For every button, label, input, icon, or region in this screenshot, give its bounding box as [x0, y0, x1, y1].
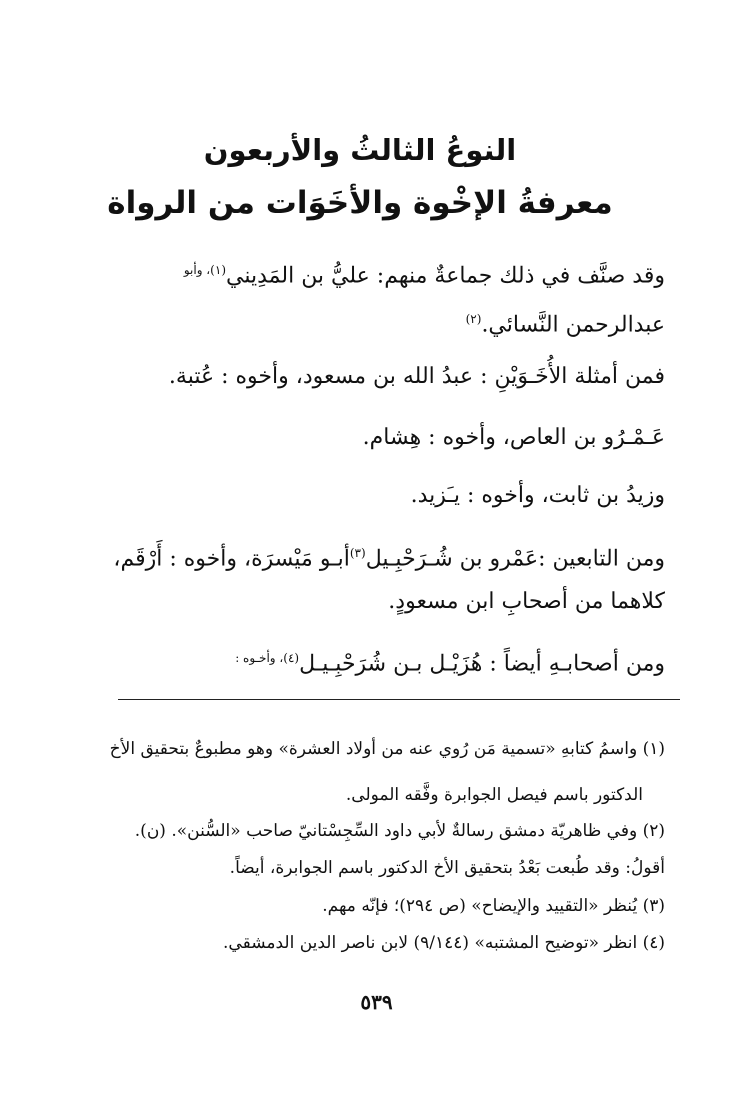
body-text: ومن التابعين :عَمْرو بن شُـرَحْبِـيل: [365, 546, 665, 572]
page-number: ٥٣٩: [360, 990, 393, 1014]
body-text: عبدالرحمن النَّسائي.: [481, 312, 665, 338]
footnote-3: (٣) يُنظر «التقييد والإيضاح» (ص ٢٩٤)؛ فإنّه مهم.: [322, 896, 665, 916]
footnote-2: (٢) وفي ظاهريّة دمشق رسالةٌ لأبي داود السِّجِسْتانيّ صاحب «السُّنن». (ن).: [134, 821, 665, 841]
body-line-8: [50, 643, 665, 679]
body-text: ومن أصحابـهِ أيضاً : هُزَيْـل بـن شُرَحْبِـيـل: [299, 651, 665, 677]
body-line-5: وزيدُ بن ثابت، وأخوه : يـَزيد.: [410, 483, 665, 508]
body-line-6: [50, 538, 665, 574]
footnote-ref-2: (٢): [465, 312, 482, 326]
body-line-7: كلاهما من أصحابِ ابن مسعودٍ.: [388, 589, 665, 614]
footnote-4: (٤) انظر «توضيح المشتبه» (٩/١٤٤) لابن ناصر الدين الدمشقي.: [223, 933, 665, 953]
body-line-1: [50, 255, 665, 291]
chapter-title: النوعُ الثالثُ والأربعون: [203, 133, 517, 167]
body-text: أبـو مَيْسرَة، وأخوه : أَرْقَم،: [113, 546, 350, 572]
footnote-ref-1: (١)، وأبو: [183, 263, 227, 277]
footnote-1-cont: الدكتور باسم فيصل الجوابرة وفَّقه المولى.: [345, 785, 643, 805]
footnote-2-cont: أقولُ: وقد طُبعت بَعْدُ بتحقيق الأخ الدكتور باسم الجوابرة، أيضاً.: [229, 858, 665, 878]
footnote-ref-4: (٤)، وأخـوه :: [235, 651, 300, 665]
body-line-4: عَـمْـرُو بن العاص، وأخوه : هِشام.: [362, 425, 665, 450]
body-line-3: فمن أمثلة الأُخَـوَيْنِ : عبدُ الله بن مسعود، وأخوه : عُتبة.: [168, 364, 665, 389]
footnote-1: (١) واسمُ كتابهِ «تسمية مَن رُوي عنه من أولاد العشرة» وهو مطبوعٌ بتحقيق الأخ: [109, 739, 665, 759]
footnote-ref-3: (٣): [349, 546, 366, 560]
chapter-subtitle: معرفةُ الإخْوة والأخَوَات من الرواة: [107, 185, 613, 221]
body-text: وقد صنَّف في ذلك جماعةٌ منهم: عليُّ بن المَدِيني: [226, 263, 665, 289]
body-line-2: [50, 304, 665, 340]
footnote-divider: [118, 699, 680, 700]
